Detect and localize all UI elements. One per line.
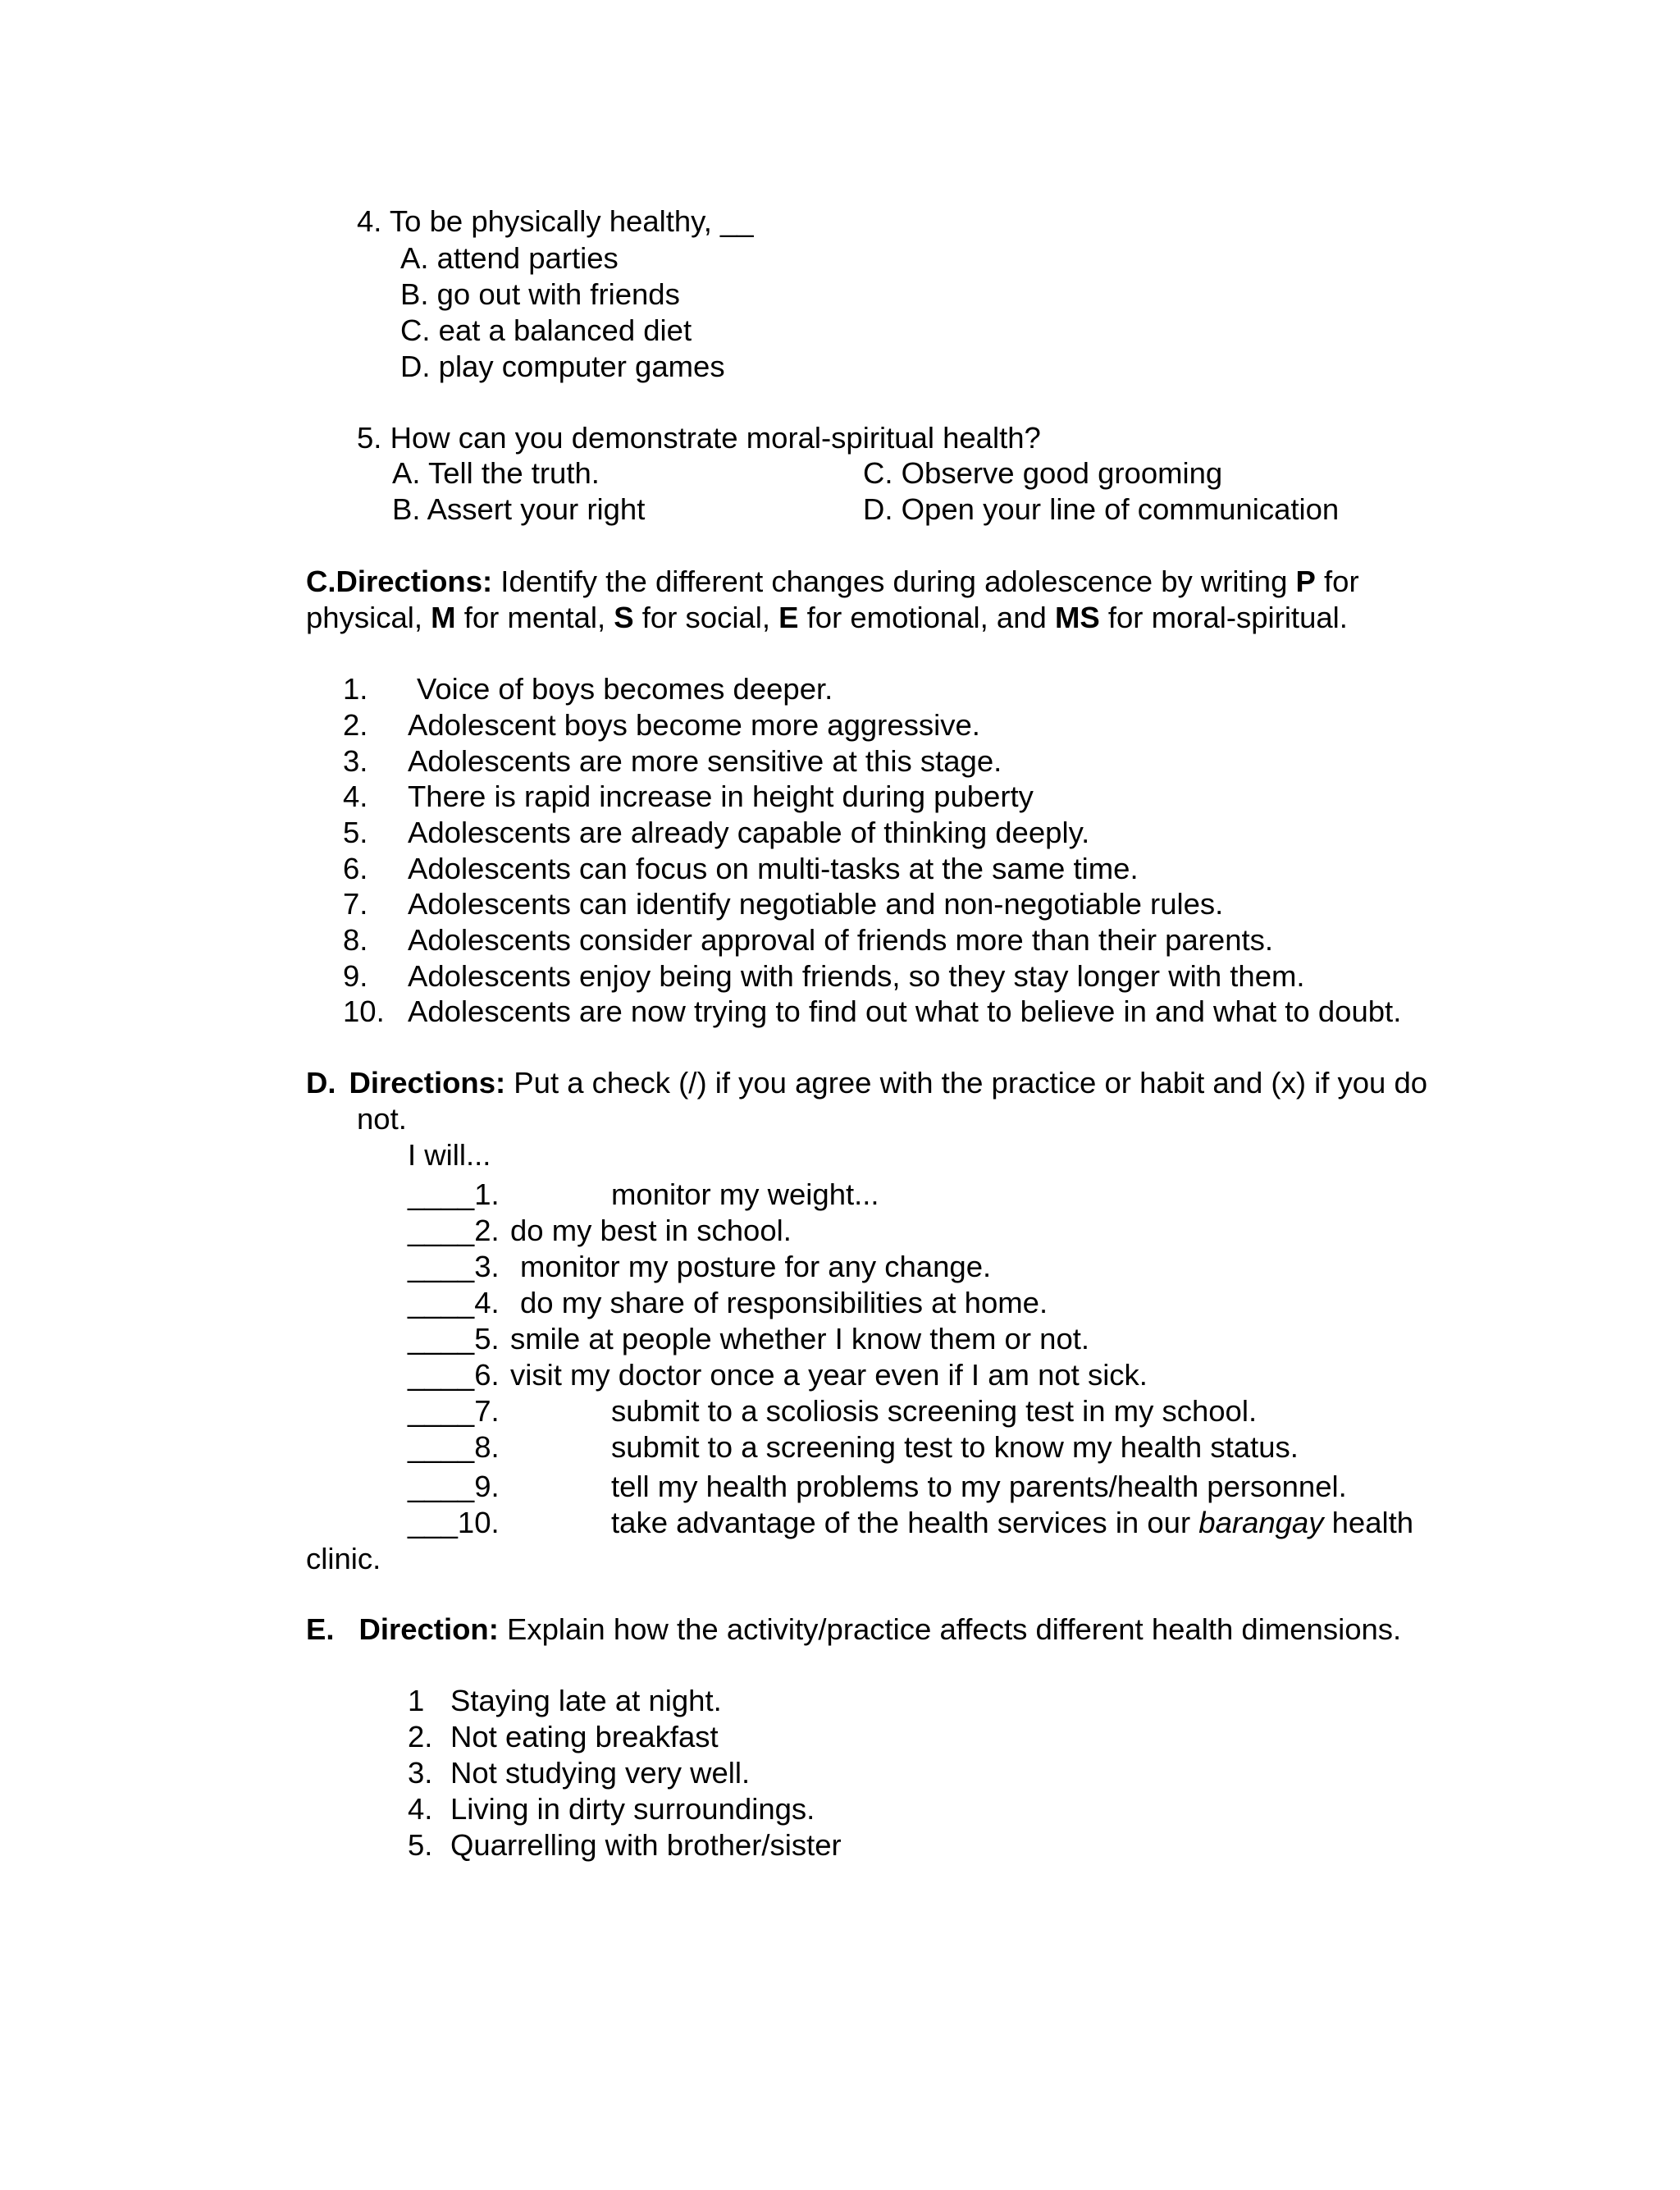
- list-item: do my best in school.: [510, 1214, 792, 1247]
- list-item-number: 2.: [343, 708, 368, 742]
- list-item-number: 3.: [343, 744, 368, 778]
- list-item: submit to a scoliosis screening test in my school.: [611, 1394, 1258, 1428]
- list-item-number: 1: [408, 1684, 425, 1717]
- list-item: Adolescents are more sensitive at this stage.: [408, 744, 1002, 778]
- list-item: submit to a screening test to know my health status.: [611, 1430, 1299, 1464]
- list-item: Adolescents are already capable of thinking deeply.: [408, 816, 1090, 849]
- list-item: Staying late at night.: [450, 1684, 722, 1717]
- question-5-stem: 5. How can you demonstrate moral-spiritual health?: [357, 421, 1041, 455]
- answer-blank[interactable]: ____6.: [408, 1358, 500, 1392]
- list-item: do my share of responsibilities at home.: [520, 1286, 1048, 1319]
- section-e-directions: E. Direction: Explain how the activity/practice affects different health dimensions.: [306, 1612, 1402, 1646]
- list-item: smile at people whether I know them or not.: [510, 1322, 1090, 1356]
- question-4-stem: 4. To be physically healthy, __: [357, 204, 754, 238]
- list-item-number: 5.: [343, 816, 368, 849]
- list-item-number: 9.: [343, 959, 368, 993]
- list-item: take advantage of the health services in our barangay health: [611, 1506, 1414, 1539]
- q5-option-b: B. Assert your right: [392, 492, 646, 526]
- list-item-number: 3.: [408, 1756, 433, 1790]
- section-c-directions-line2: physical, M for mental, S for social, E for emotional, and MS for moral-spiritual.: [306, 601, 1348, 634]
- section-d-intro: I will...: [408, 1138, 491, 1172]
- list-item: Adolescents are now trying to find out what to believe in and what to doubt.: [408, 994, 1402, 1028]
- answer-blank[interactable]: ____9.: [408, 1470, 500, 1503]
- list-item-number: 2.: [408, 1720, 433, 1753]
- list-item: tell my health problems to my parents/health personnel.: [611, 1470, 1347, 1503]
- list-item: Adolescents enjoy being with friends, so they stay longer with them.: [408, 959, 1305, 993]
- list-item: monitor my posture for any change.: [520, 1250, 992, 1283]
- list-item-number: 10.: [343, 994, 385, 1028]
- section-e-label: Direction:: [358, 1612, 499, 1646]
- section-e-letter: E.: [306, 1612, 335, 1646]
- list-item: There is rapid increase in height during puberty: [408, 780, 1034, 813]
- list-item: Voice of boys becomes deeper.: [417, 672, 833, 706]
- list-item-number: 1.: [343, 672, 368, 706]
- list-item-number: 4.: [408, 1792, 433, 1826]
- section-d-letter: D.: [306, 1066, 336, 1100]
- list-item: Adolescents can focus on multi-tasks at the same time.: [408, 852, 1139, 885]
- section-d-label: Directions:: [349, 1066, 506, 1100]
- q5-option-a: A. Tell the truth.: [392, 456, 600, 490]
- list-item: Adolescent boys become more aggressive.: [408, 708, 980, 742]
- list-item: visit my doctor once a year even if I am not sick.: [510, 1358, 1148, 1392]
- q5-option-c: C. Observe good grooming: [863, 456, 1223, 490]
- section-c-label: C.Directions:: [306, 565, 493, 598]
- answer-blank[interactable]: ___10.: [408, 1506, 500, 1539]
- section-d-directions-line2: not.: [357, 1102, 407, 1136]
- q4-option-b: B. go out with friends: [400, 277, 680, 311]
- list-item-number: 8.: [343, 923, 368, 957]
- answer-blank[interactable]: ____8.: [408, 1430, 500, 1464]
- answer-blank[interactable]: ____4.: [408, 1286, 500, 1319]
- list-item: Adolescents consider approval of friends more than their parents.: [408, 923, 1274, 957]
- section-d-directions-line1: D. Directions: Put a check (/) if you agree with the practice or habit and (x) if you do: [306, 1066, 1428, 1100]
- answer-blank[interactable]: ____5.: [408, 1322, 500, 1356]
- q4-option-c: C. eat a balanced diet: [400, 313, 692, 347]
- list-item: Not eating breakfast: [450, 1720, 719, 1753]
- list-item: Living in dirty surroundings.: [450, 1792, 815, 1826]
- q4-option-a: A. attend parties: [400, 241, 619, 275]
- list-item: Adolescents can identify negotiable and non-negotiable rules.: [408, 887, 1224, 921]
- answer-blank[interactable]: ____2.: [408, 1214, 500, 1247]
- answer-blank[interactable]: ____1.: [408, 1177, 500, 1211]
- list-item-number: 4.: [343, 780, 368, 813]
- answer-blank[interactable]: ____3.: [408, 1250, 500, 1283]
- list-item: monitor my weight...: [611, 1177, 879, 1211]
- answer-blank[interactable]: ____7.: [408, 1394, 500, 1428]
- list-item-number: 5.: [408, 1828, 433, 1862]
- q4-option-d: D. play computer games: [400, 350, 725, 383]
- section-c-directions-line1: C.Directions: Identify the different changes during adolescence by writing P for: [306, 565, 1359, 598]
- list-item: Not studying very well.: [450, 1756, 751, 1790]
- list-item: Quarrelling with brother/sister: [450, 1828, 842, 1862]
- list-item-number: 6.: [343, 852, 368, 885]
- list-item-number: 7.: [343, 887, 368, 921]
- list-item-wrap: clinic.: [306, 1542, 381, 1575]
- q5-option-d: D. Open your line of communication: [863, 492, 1340, 526]
